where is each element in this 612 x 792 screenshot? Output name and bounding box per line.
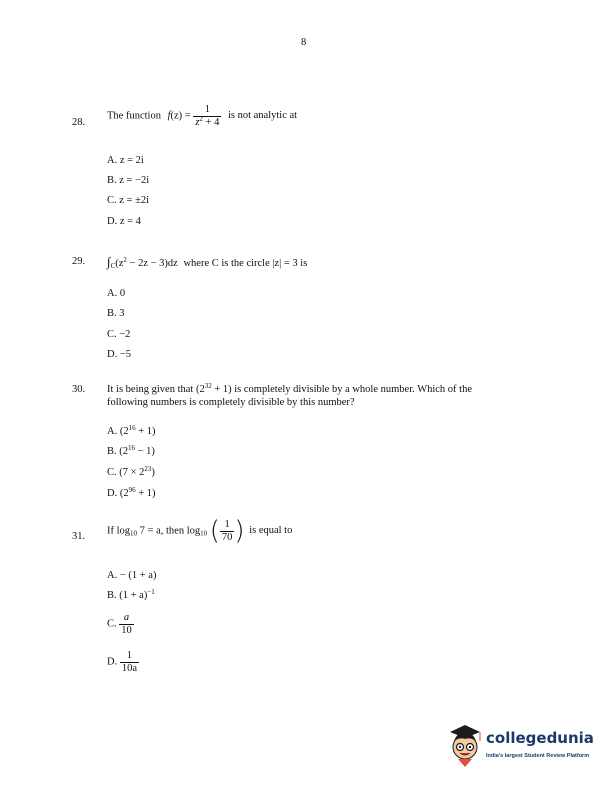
q28-post: is not analytic at [227,110,298,122]
q29-expr-a: (z [115,258,124,269]
q28-option-d: D. z = 4 [107,216,141,227]
question-29-number: 29. [72,256,86,267]
q29-option-b: B. 3 [107,308,125,319]
q29-contour: C [110,262,116,270]
question-31-number: 31. [72,531,86,542]
q29-expr-b: − 2z − 3)dz [129,258,178,269]
question-30-line1: It is being given that $(2^{32} + 1)$ is completely divisible by a whole number. Which of the [107,382,473,395]
question-28-text [107,104,297,128]
q31-option-b: B. $(1 + a)^{-1}$ [107,588,155,601]
q31-optd-fraction: $\frac{1}{10a}$ [121,650,138,674]
collegedunia-logo [446,723,606,773]
q28-fraction [193,104,221,128]
q28-fname: f [167,110,171,122]
q29-option-c: C. −2 [107,329,131,340]
q30-option-d: D. $(2^{96} + 1)$ [107,486,156,499]
q31-fraction: $\frac{1}{70}$ [221,518,233,543]
question-30-number: 30. [72,384,86,395]
q31-optc-fraction: $\frac{a}{10}$ [121,612,132,636]
q31-option-c: C. $\frac{a}{10}$ [107,612,132,636]
q30-option-b: B. $(2^{16} - 1)$ [107,444,155,457]
question-28-number: 28. [72,117,86,128]
page-number: 8 [301,37,307,48]
q28-pre: The function [107,110,161,122]
q29-expr-exp: 2 [123,256,127,264]
question-31-text: If $\log_{10} 7 = a$, then $\log_{10}$ ( $\frac{1}{70}$ ) is equal to [107,516,293,546]
q28-frac-den: $z^2 + 4$ [195,114,220,128]
question-30-line2: following numbers is completely divisible by this number? [107,397,355,408]
q31-option-a: A. − (1 + a) [107,570,157,581]
q31-option-d: D. $\frac{1}{10a}$ [107,650,138,674]
q30-option-a: A. $(2^{16} + 1)$ [107,424,156,437]
q29-option-a: A. 0 [107,288,126,299]
logo-wordmark: collegedunia [486,729,594,747]
question-29-text [107,254,307,270]
q28-option-a: A. z = 2i [107,155,144,166]
q28-arg: (z) = [170,110,191,122]
q30-option-c: C. $(7 \times 2^{23})$ [107,465,155,478]
q28-option-b: B. z = −2i [107,175,150,186]
q28-option-c: C. z = ±2i [107,195,150,206]
q29-post: where C is the circle |z| = 3 is [183,258,308,269]
logo-tagline: India's largest Student Review Platform [486,753,590,759]
q29-option-d: D. −5 [107,349,132,360]
mascot-icon [446,723,484,769]
q29-integral: ∫ [107,254,111,269]
q28-frac-num: 1 [193,104,221,117]
